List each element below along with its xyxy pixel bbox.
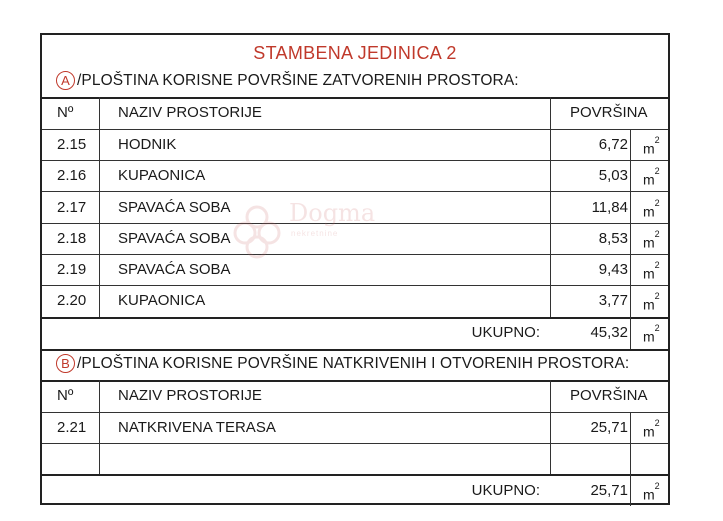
room-name: HODNIK (118, 136, 177, 153)
row-number: 2.17 (57, 199, 87, 216)
room-area: 25,71 (590, 419, 628, 436)
col-rule-no (99, 380, 100, 474)
row-number: 2.18 (57, 230, 87, 247)
col-rule-unit (630, 412, 631, 506)
room-area: 9,43 (598, 261, 628, 278)
col-rule-area (550, 380, 551, 474)
watermark (227, 195, 427, 265)
col-rule-no (99, 97, 100, 317)
room-area: 3,77 (598, 292, 628, 309)
room-name: NATKRIVENA TERASA (118, 419, 276, 436)
area-unit: $m^2$ (643, 418, 660, 440)
floor-area-sheet (40, 33, 670, 505)
row-rule (42, 191, 668, 192)
room-name: SPAVAĆA SOBA (118, 199, 231, 216)
column-header-area: POVRŠINA (570, 387, 648, 404)
watermark-text: Dogma (289, 199, 376, 227)
room-name: SPAVAĆA SOBA (118, 230, 231, 247)
room-name: KUPAONICA (118, 167, 206, 184)
section-b-letter: B (56, 354, 75, 373)
area-unit: $m^2$ (643, 323, 660, 345)
section-b-heading (56, 354, 629, 373)
area-unit: $m^2$ (643, 481, 660, 503)
section-a-heading (56, 71, 519, 90)
row-number: 2.20 (57, 292, 87, 309)
room-area: 8,53 (598, 230, 628, 247)
area-unit: $m^2$ (643, 135, 660, 157)
col-rule-area (550, 97, 551, 317)
watermark-subtext: nekretnine (291, 229, 339, 238)
section-a-letter: A (56, 71, 75, 90)
section-a-total-rule (42, 317, 668, 319)
row-number: 2.21 (57, 419, 87, 436)
area-unit: $m^2$ (643, 229, 660, 251)
column-header-area: POVRŠINA (570, 104, 648, 121)
total-value: 25,71 (590, 482, 628, 499)
total-label: UKUPNO: (471, 482, 540, 499)
total-label: UKUPNO: (471, 324, 540, 341)
column-header-name: NAZIV PROSTORIJE (118, 387, 262, 404)
section-b-total-rule (42, 474, 668, 476)
section-b-heading-rule (42, 349, 668, 351)
total-value: 45,32 (590, 324, 628, 341)
flower-logo-icon (227, 195, 287, 265)
row-number: 2.16 (57, 167, 87, 184)
row-number: 2.15 (57, 136, 87, 153)
col-rule-unit (630, 129, 631, 349)
area-unit: $m^2$ (643, 198, 660, 220)
column-header-no: Nº (57, 104, 74, 121)
room-area: 6,72 (598, 136, 628, 153)
column-header-no: Nº (57, 387, 74, 404)
column-header-name: NAZIV PROSTORIJE (118, 104, 262, 121)
area-unit: $m^2$ (643, 166, 660, 188)
area-unit: $m^2$ (643, 291, 660, 313)
room-name: KUPAONICA (118, 292, 206, 309)
room-area: 11,84 (591, 199, 628, 216)
section-b-heading-text: /PLOŠTINA KORISNE POVRŠINE NATKRIVENIH I OTVORENIH PROSTORA: (77, 354, 630, 372)
row-rule (42, 443, 668, 444)
row-number: 2.19 (57, 261, 87, 278)
section-a-heading-text: /PLOŠTINA KORISNE POVRŠINE ZATVORENIH PROSTORA: (77, 71, 519, 89)
room-area: 5,03 (598, 167, 628, 184)
area-unit: $m^2$ (643, 260, 660, 282)
unit-title: STAMBENA JEDINICA 2 (253, 43, 457, 63)
room-name: SPAVAĆA SOBA (118, 261, 231, 278)
